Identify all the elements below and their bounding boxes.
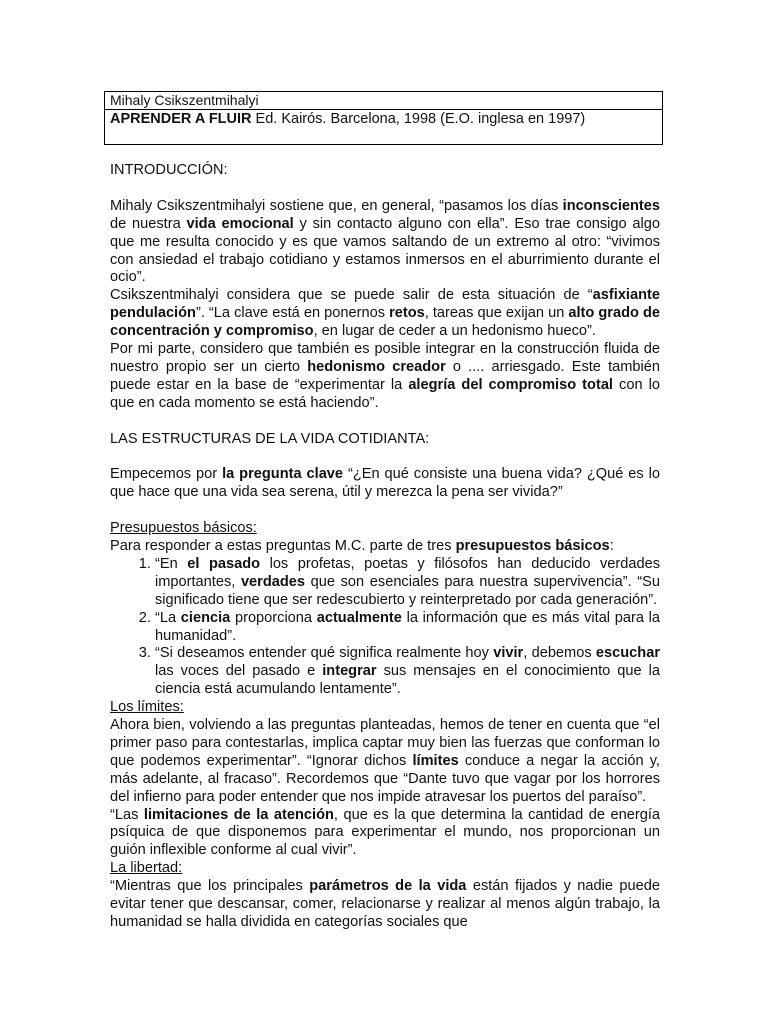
libertad-paragraph-1: “Mientras que los principales parámetros de la vida están fijados y nadie puede evitar tener que descansar, comer, relacionarse y realizar al menos algún trabajo, la humanidad se halla dividida en categorías sociales que xyxy=(110,878,660,930)
presupuestos-intro: Para responder a estas preguntas M.C. parte de tres presupuestos básicos: xyxy=(110,537,614,554)
structures-heading: LAS ESTRUCTURAS DE LA VIDA COTIDIANTA: xyxy=(110,430,430,447)
limites-paragraph-2: “Las limitaciones de la atención, que es la que determina la cantidad de energía psíquica de que disponemos para experimentar el mundo, nos proporcionan un guión inflexible conforme al cual vivir”. xyxy=(110,806,660,859)
presupuestos-list xyxy=(110,556,660,699)
structures-paragraph-1: Empecemos por la pregunta clave “¿En qué consiste una buena vida? ¿Qué es lo que hace que una vida sea serena, útil y merezca la pena ser vivida?” xyxy=(110,466,661,501)
book-reference-box xyxy=(104,91,663,145)
document-body xyxy=(110,162,660,932)
intro-paragraph-3: Por mi parte, considero que también es posible integrar en la construcción fluida de nuestro propio ser un cierto hedonismo creador o .... arriesgado. Este también puede estar en la base de “experimentar la alegría del compromiso total con lo que en cada momento se está haciendo”. xyxy=(110,341,660,411)
intro-heading: INTRODUCCIÓN: xyxy=(110,162,228,178)
book-details: Ed. Kairós. Barcelona, 1998 (E.O. inglesa en 1997) xyxy=(251,111,586,127)
limites-paragraph-1: Ahora bien, volviendo a las preguntas planteadas, hemos de tener en cuenta que “el primer paso para contestarlas, implica captar muy bien las fuerzas que conforman lo que podemos experimentar”. “Ignorar dichos límites conduce a negar la acción y, más adelante, al fracaso”. Recordemos que “Dante tuvo que vagar por los horrores del infierno para poder entender que nos impide atravesar los puertos del paraíso”. xyxy=(110,717,660,805)
list-item: 2. “La ciencia proporciona actualmente la información que es más vital para la humanidad”. xyxy=(155,610,660,646)
libertad-heading: La libertad: xyxy=(110,860,183,877)
book-title: APRENDER A FLUIR xyxy=(110,111,252,127)
list-item: 3. “Si deseamos entender qué significa realmente hoy vivir, debemos escuchar las voces del pasado e integrar sus mensajes en el conocimiento que la ciencia está acumulando lentamente”. xyxy=(155,645,660,699)
intro-paragraph-2: Csikszentmihalyi considera que se puede salir de esta situación de “asfixiante pendulación”. “La clave está en ponernos retos, tareas que exijan un alto grado de concentración y compromiso, en lugar de ceder a un hedonismo hueco”. xyxy=(110,287,661,340)
list-item: 1. “En el pasado los profetas, poetas y filósofos han deducido verdades importantes, verdades que son esenciales para nuestra supervivencia”. “Su significado tiene que ser redescubierto y reinterpretado por cada generación”. xyxy=(155,556,660,610)
intro-paragraph-1: Mihaly Csikszentmihalyi sostiene que, en general, “pasamos los días inconscientes de nuestra vida emocional y sin contacto alguno con ella”. Eso trae consigo algo que me resulta conocido y es que vamos saltando de un extremo al otro: “vivimos con ansiedad el trabajo cotidiano y estamos inmersos en el aburrimiento durante el ocio”. xyxy=(110,197,660,286)
author-name: Mihaly Csikszentmihalyi xyxy=(105,92,662,110)
limites-heading: Los límites: xyxy=(110,699,184,716)
book-reference xyxy=(105,110,662,128)
presupuestos-heading: Presupuestos básicos: xyxy=(110,520,257,537)
